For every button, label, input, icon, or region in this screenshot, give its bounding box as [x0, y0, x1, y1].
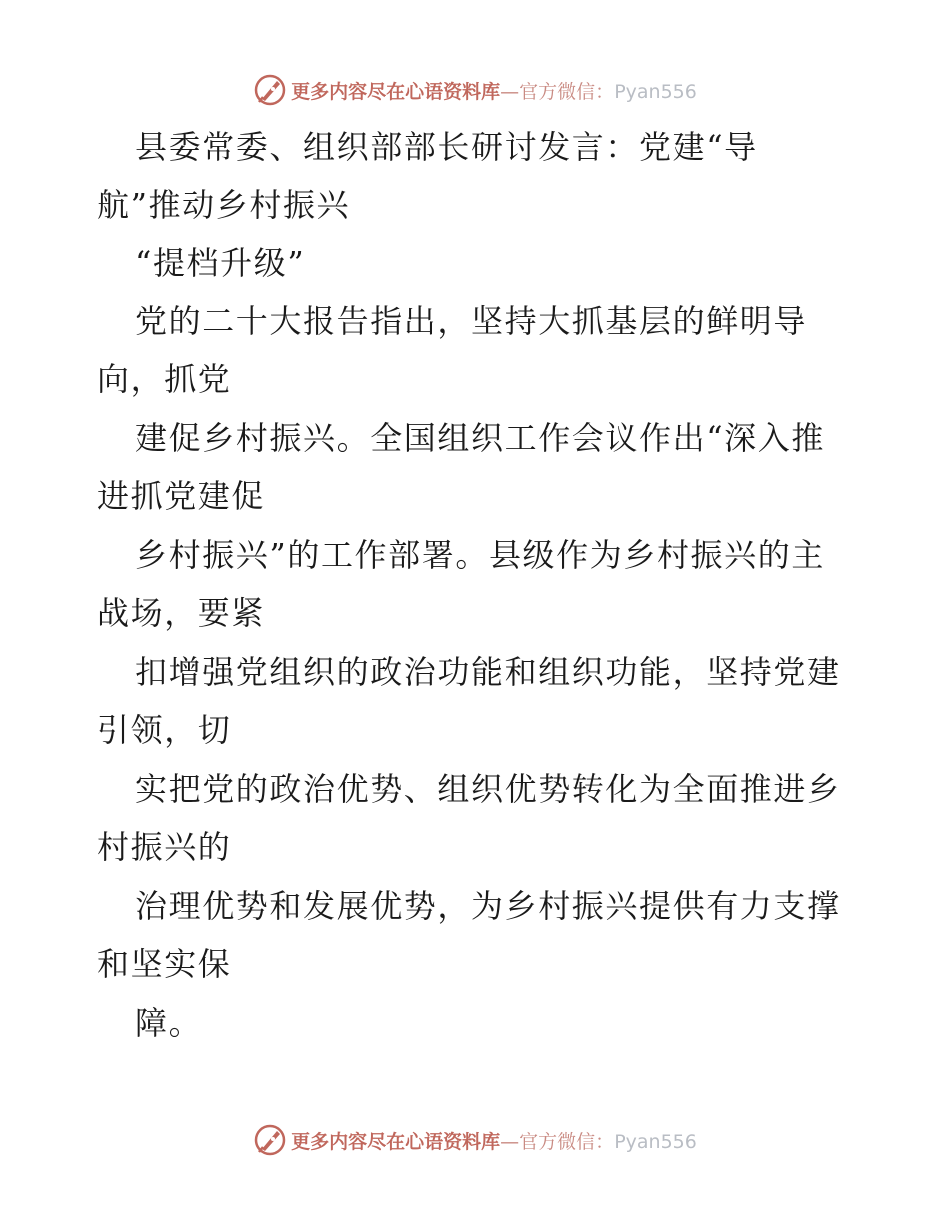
document-line: 党的二十大报告指出，坚持大抓基层的鲜明导: [135, 302, 808, 340]
document-line: 障。: [135, 1004, 203, 1042]
document-line: 村振兴的: [97, 828, 232, 866]
watermark-text-part3: Pyan556: [614, 1130, 697, 1153]
quill-pen-logo-icon: [253, 1123, 287, 1157]
document-line: 战场，要紧: [97, 594, 266, 632]
document-line: 引领，切: [97, 711, 232, 749]
watermark-text-part2: —官方微信：: [500, 1130, 615, 1153]
document-line: 进抓党建促: [97, 477, 266, 515]
watermark-text-part1: 更多内容尽在心语资料库: [291, 1130, 501, 1153]
watermark-text: [291, 77, 697, 104]
header-watermark: [0, 70, 950, 110]
document-line: 建促乡村振兴。全国组织工作会议作出“深入推: [135, 419, 825, 457]
document-line: 实把党的政治优势、组织优势转化为全面推进乡: [135, 770, 841, 808]
document-line: 治理优势和发展优势，为乡村振兴提供有力支撑: [135, 887, 841, 925]
watermark-text: [291, 1127, 697, 1154]
document-line: 向，抓党: [97, 360, 232, 398]
document-line: “提档升级”: [135, 244, 306, 282]
document-line: 航”推动乡村振兴: [97, 186, 351, 224]
document-line: 县委常委、组织部部长研讨发言：党建“导: [135, 128, 758, 166]
footer-watermark: [0, 1120, 950, 1160]
document-line: 乡村振兴”的工作部署。县级作为乡村振兴的主: [135, 536, 825, 574]
watermark-text-part2: —官方微信：: [500, 80, 615, 103]
watermark-text-part1: 更多内容尽在心语资料库: [291, 80, 501, 103]
watermark-group: [253, 1123, 697, 1157]
quill-pen-logo-icon: [253, 73, 287, 107]
document-line: 扣增强党组织的政治功能和组织功能，坚持党建: [135, 653, 841, 691]
document-line: 和坚实保: [97, 945, 232, 983]
watermark-text-part3: Pyan556: [614, 80, 697, 103]
watermark-group: [253, 73, 697, 107]
